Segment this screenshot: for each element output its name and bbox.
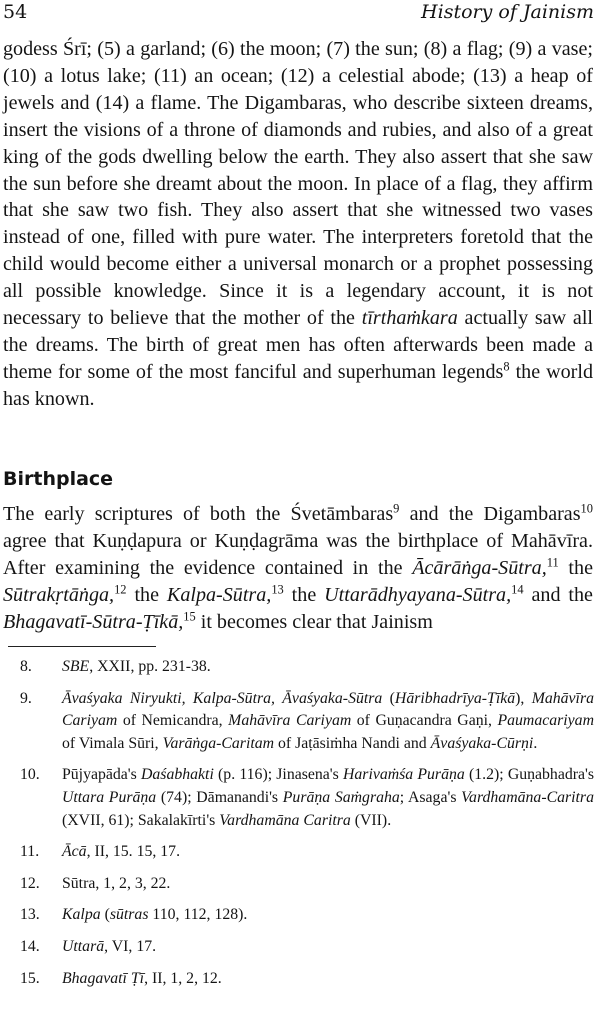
footnote-ref: 8: [503, 359, 510, 374]
italic-term: Ācārāṅga-Sūtra,: [412, 556, 547, 579]
footnote-13: [20, 904, 594, 927]
text-run: of Vimala Sūri,: [62, 734, 163, 752]
page-number: 54: [3, 1, 28, 23]
text-run: ; Asaga's: [399, 788, 462, 806]
text-run: The early scriptures of both the Śvetāmbaras: [3, 503, 394, 525]
text-run: the: [283, 583, 325, 606]
main-text-birthplace: [3, 501, 593, 636]
footnote-10: [20, 764, 594, 832]
footnote-ref: 15: [183, 608, 196, 623]
footnote-number: 9.: [20, 689, 32, 707]
text-run: it becomes clear that Jainism: [195, 610, 433, 633]
italic-term: Vardhamāna-Caritra: [461, 788, 594, 806]
italic-term: Uttarādhyayana-Sūtra,: [324, 583, 512, 606]
text-run: the: [558, 556, 593, 579]
text-run: (74); Dāmanandi's: [156, 788, 283, 806]
text-run: actually saw all the dreams. The birth of great men has often afterwards been made a theme for some of the most fanciful and superhuman legends: [3, 307, 593, 383]
italic-term: Āvaśyaka Niryukti, Kalpa-Sūtra, Āvaśyaka-Sūtra: [62, 689, 383, 707]
italic-term: Paumacariyam: [497, 712, 594, 730]
footnote-8: [20, 656, 594, 679]
footnote-number: 12.: [20, 874, 40, 892]
footnote-ref: 12: [114, 582, 127, 597]
footnote-text: [62, 936, 594, 959]
footnote-text: [62, 688, 594, 756]
footnotes: [20, 656, 594, 990]
footnote-12: [20, 873, 594, 896]
footnote-ref: 11: [546, 555, 559, 570]
footnote-ref: 14: [511, 582, 524, 597]
footnote-ref: 9: [393, 501, 400, 516]
footnote-number: 11.: [20, 843, 40, 861]
footnote-number: 10.: [20, 766, 40, 784]
text-run: of Guṇacandra Gaṇi,: [351, 712, 498, 730]
italic-term: Harivaṁśa Purāṇa: [342, 766, 465, 784]
italic-term: tīrthaṁkara: [361, 307, 458, 330]
running-head: History of Jainism: [421, 1, 594, 23]
italic-term: Ācā: [62, 843, 87, 861]
italic-term: Mahāvīra Cariyam: [62, 689, 594, 730]
italic-term: SBE: [62, 658, 90, 675]
footnote-number: 13.: [20, 906, 40, 924]
italic-term: Kalpa: [62, 906, 101, 924]
footnote-text: [62, 764, 594, 832]
paragraph-dreams: [3, 36, 593, 413]
footnote-ref: 10: [580, 501, 593, 516]
footnote-number: 14.: [20, 937, 40, 955]
footnote-text: [62, 656, 594, 679]
footnote-number: 15.: [20, 969, 40, 987]
text-run: (: [382, 689, 395, 707]
text-run: of Jaṭāsiṁha Nandi and: [274, 734, 431, 752]
footnote-14: [20, 936, 594, 959]
text-run: Pūjyapāda's: [62, 766, 141, 784]
italic-term: Bhagavatī Ṭī: [62, 969, 145, 987]
footnote-ref: 13: [271, 582, 284, 597]
italic-term: Hāribhadrīya-Ṭīkā: [394, 689, 516, 707]
text-run: 110, 112, 128).: [148, 906, 248, 924]
text-run: Sūtra, 1, 2, 3, 22.: [62, 874, 171, 892]
text-run: agree that Kuṇḍapura or Kuṇḍagrāma was the birthplace of Mahāvīra. After examining the evidence contained in the: [3, 529, 593, 579]
italic-term: Uttara Purāṇa: [62, 788, 157, 806]
italic-term: Mahāvīra Cariyam: [228, 712, 352, 730]
italic-term: Varāṅga-Caritam: [162, 734, 275, 752]
text-run: (p. 116); Jinasena's: [213, 766, 343, 784]
text-run: (1.2); Guṇabhadra's: [464, 766, 595, 784]
text-run: ),: [515, 689, 532, 707]
italic-term: Āvaśyaka-Cūrṇi: [430, 734, 534, 752]
text-run: , II, 15. 15, 17.: [86, 843, 181, 861]
footnote-text: [62, 904, 594, 927]
main-text: [3, 36, 593, 413]
footnote-separator: [8, 646, 156, 647]
text-run: godess Śrī; (5) a garland; (6) the moon; (7) the sun; (8) a flag; (9) a vase; (10) a lotus lake; (11) an ocean; (12) a celestial abode; (13) a heap of jewels and (14) a flame. The Digambaras, who describe sixteen dreams, insert the visions of a throne of diamonds and rubies, and also of a great king of the gods dwelling below the earth. They also assert that she saw the sun before she dreamt about the moon. In place of a flag, they affirm that she saw two fish. They also assert that she witnessed two vases instead of one, filled with pure water. The interpreters foretold that the child would become either a universal monarch or a prophet possessing all possible knowledge. Since it is a legendary account, it is not necessary to believe that the mother of the: [3, 38, 593, 330]
text-run: and the Digambaras: [399, 503, 581, 525]
section-heading: Birthplace: [3, 468, 114, 490]
text-run: , XXII, pp. 231-38.: [89, 658, 211, 675]
italic-term: Daśabhakti: [141, 766, 214, 784]
footnote-number: 8.: [20, 658, 32, 675]
italic-term: Sūtrakṛtāṅga,: [3, 583, 115, 606]
footnote-text: [62, 873, 594, 896]
italic-term: Uttarā: [62, 937, 105, 955]
footnote-text: [62, 968, 594, 991]
footnote-11: [20, 841, 594, 864]
italic-term: Kalpa-Sūtra,: [166, 583, 272, 606]
italic-term: Vardhamāna Caritra: [219, 811, 351, 829]
text-run: the world has known.: [3, 360, 593, 410]
footnote-9: [20, 688, 594, 756]
text-run: (: [100, 906, 110, 924]
footnote-15: [20, 968, 594, 991]
text-run: and the: [523, 583, 593, 606]
text-run: (VII).: [350, 811, 392, 829]
text-run: of Nemicandra,: [117, 712, 229, 730]
italic-term: Purāṇa Saṁgraha: [282, 788, 400, 806]
paragraph-birthplace: [3, 501, 593, 636]
text-run: , VI, 17.: [104, 937, 157, 955]
italic-term: Bhagavatī-Sūtra-Ṭīkā,: [3, 610, 184, 633]
italic-term: sūtras: [109, 906, 149, 924]
page-header: [3, 0, 594, 26]
text-run: .: [533, 734, 538, 752]
text-run: (XVII, 61); Sakalakīrti's: [62, 811, 220, 829]
footnote-text: [62, 841, 594, 864]
text-run: the: [126, 583, 167, 606]
text-run: , II, 1, 2, 12.: [144, 969, 222, 987]
